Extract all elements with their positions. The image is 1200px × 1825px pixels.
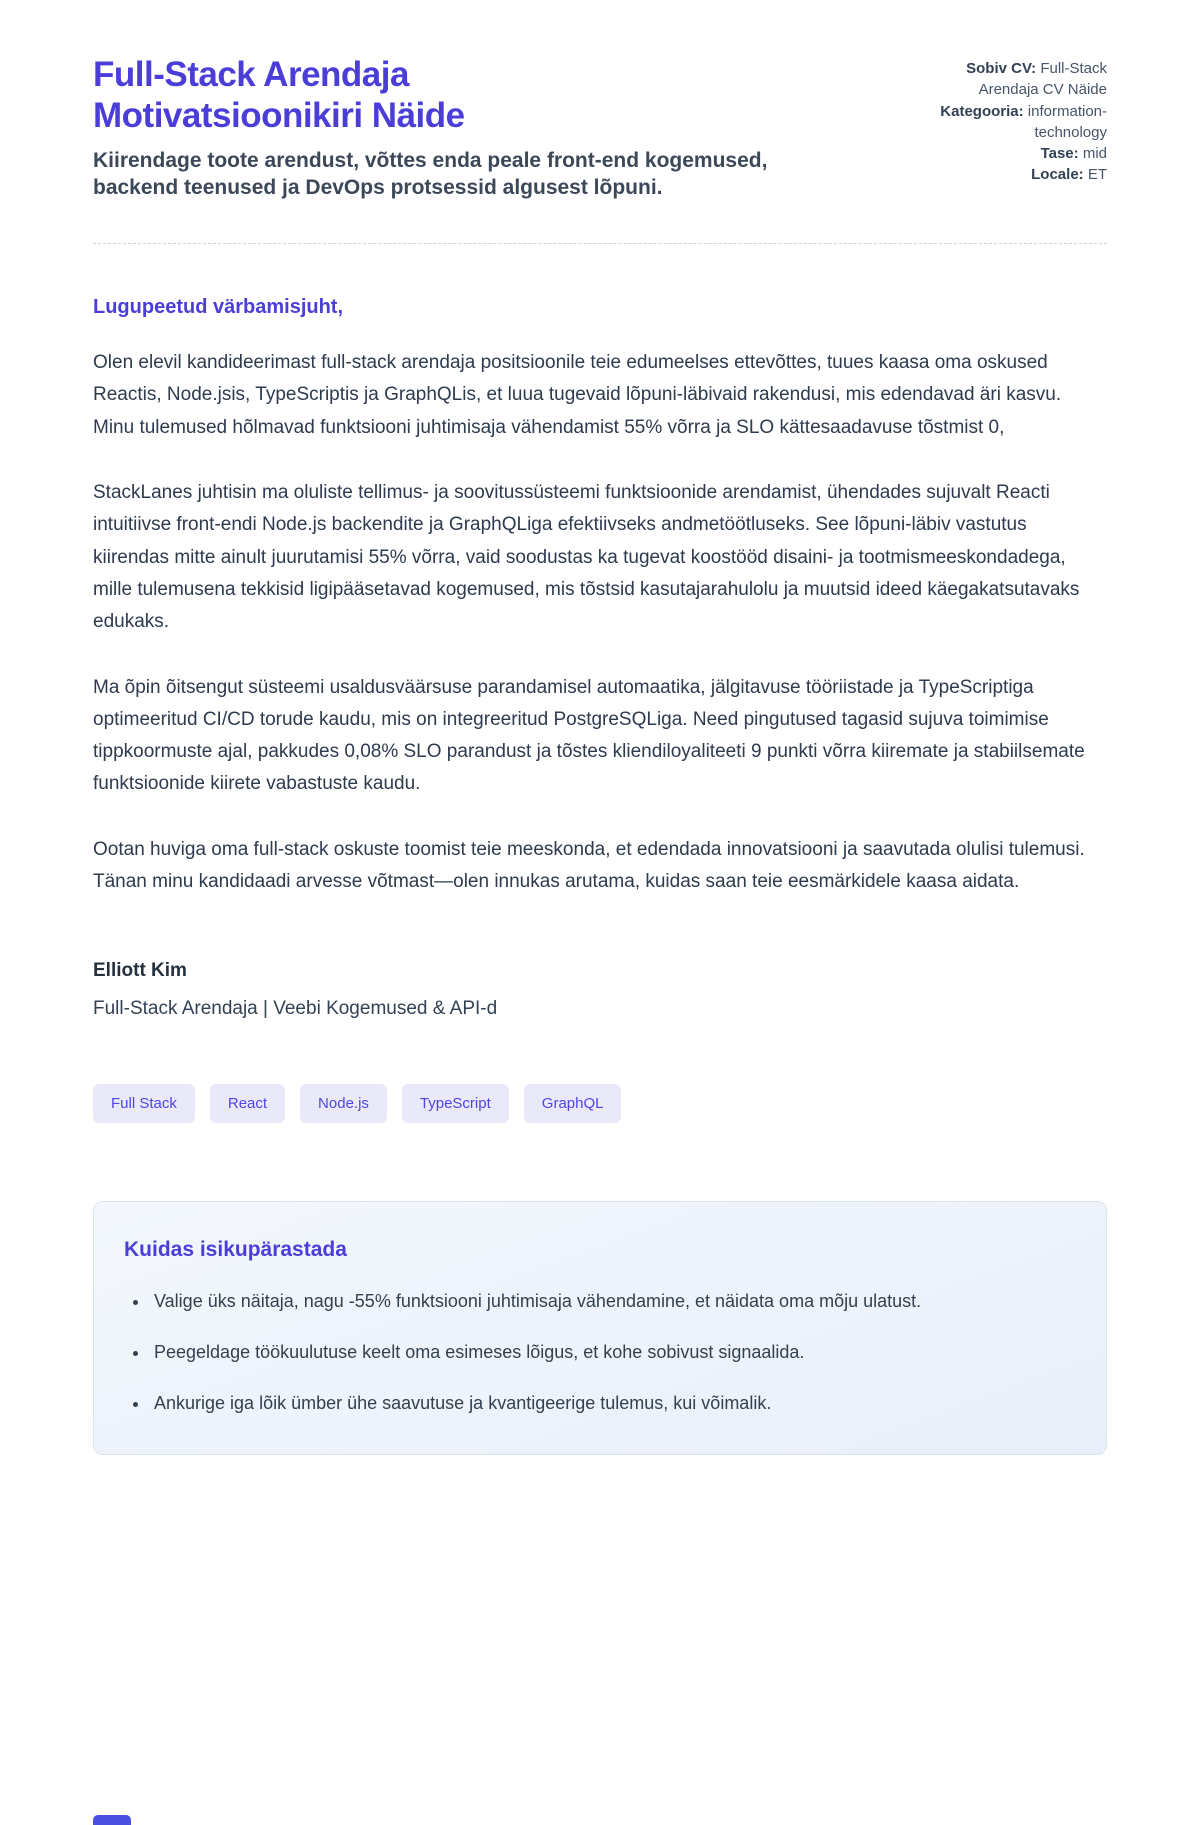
tag-typescript: TypeScript <box>402 1084 509 1123</box>
tag-react: React <box>210 1084 285 1123</box>
meta-locale-value: ET <box>1087 166 1107 184</box>
tag-full-stack: Full Stack <box>93 1084 195 1123</box>
letter-body <box>93 296 1107 1020</box>
letter-greeting: Lugupeetud värbamisjuht, <box>93 296 344 319</box>
meta-matching-cv-label: Sobiv CV: <box>966 60 1037 77</box>
callout-bullet: • Valige üks näitaja, nagu -55% funktsiooni juhtimisaja vähendamine, et näidata oma mõju ulatust. <box>150 1286 1076 1317</box>
tag-graphql: GraphQL <box>524 1084 622 1123</box>
callout-title: Kuidas isikupärastada <box>124 1238 347 1262</box>
letter-paragraph: StackLanes juhtisin ma oluliste tellimus- ja soovitussüsteemi funktsioonide arendamist, ühendades sujuvalt Reacti intuitiivse front-endi Node.js backendite ja GraphQLiga efektiivseks andmetöötluseks. See lõpuni-läbiv vastutus kiirendas mitte ainult juurutamisi 55% võrra, vaid soodustas ka tugevat koostööd disaini- ja tootmismeeskondadega, mille tulemusena tekkisid ligipääsetavad kogemused, mis tõstsid kasutajarahulolu ja muutsid ideed käegakatsutavaks edukaks. <box>93 482 1080 633</box>
signature-role: Full-Stack Arendaja | Veebi Kogemused & API-d <box>93 998 498 1020</box>
header <box>93 54 1107 201</box>
meta-level-value: mid <box>1082 145 1107 163</box>
meta-category-value: information-technology <box>1027 102 1107 141</box>
tag-list <box>93 1084 1107 1123</box>
callout-bullet: • Peegeldage töökuulutuse keelt oma esimeses lõigus, et kohe sobivust signaalida. <box>150 1337 1076 1368</box>
meta-matching-cv <box>922 58 1107 101</box>
callout-bullet: • Ankurige iga lõik ümber ühe saavutuse ja kvantigeerige tulemus, kui võimalik. <box>150 1388 1076 1419</box>
letter-paragraph: Ma õpin õitsengut süsteemi usaldusväärsuse parandamisel automaatika, jälgitavuse tööriistade ja TypeScriptiga optimeeritud CI/CD torude kaudu, mis on integreeritud PostgreSQLiga. Need pingutused tagasid sujuva toimimise tippkoormuste ajal, pakkudes 0,08% SLO parandust ja tõstes kliendiloyaliteeti 9 punkti võrra kiiremate ja stabiilsemate funktsioonide kiirete vabastuste kaudu. <box>93 676 1085 795</box>
letter-paragraph: Olen elevil kandideerimast full-stack arendaja positsioonile teie edumeelses ettevõttes, tuues kaasa oma oskused Reactis, Node.jsis, TypeScriptis ja GraphQLis, et luua tugevaid lõpuni-läbivaid rakendusi, mis edendavad äri kasvu. Minu tulemused hõlmavad funktsiooni juhtimisaja vähendamist 55% võrra ja SLO kättesaadavuse tõstmist 0, <box>93 352 1062 438</box>
signature-block <box>93 960 1107 1020</box>
meta-category-label: Kategooria: <box>940 102 1024 120</box>
signature-name: Elliott Kim <box>93 960 187 982</box>
meta-panel <box>922 54 1107 186</box>
meta-category <box>922 101 1107 144</box>
callout-bullet-list <box>124 1286 1076 1418</box>
header-titles <box>93 54 793 201</box>
page-title: Full-Stack Arendaja Motivatsioonikiri Näide <box>93 55 465 136</box>
letter-paragraph: Ootan huviga oma full-stack oskuste toomist teie meeskonda, et edendada innovatsiooni ja saavutada olulisi tulemusi. Tänan minu kandidaadi arvesse võtmast—olen innukas arutama, kuidas saan teie eesmärkidele kaasa aidata. <box>93 838 1085 893</box>
page-subtitle: Kiirendage toote arendust, võttes enda peale front-end kogemused, backend teenused ja DevOps protsessid algusest lõpuni. <box>93 148 768 199</box>
meta-level <box>922 143 1107 164</box>
meta-locale-label: Locale: <box>1031 166 1084 184</box>
tag-nodejs: Node.js <box>300 1084 387 1123</box>
dashed-divider <box>93 243 1107 244</box>
meta-level-label: Tase: <box>1040 145 1079 163</box>
personalization-callout <box>93 1201 1107 1455</box>
meta-matching-cv-value: Full-Stack Arendaja CV Näide <box>978 60 1107 99</box>
bottom-partial-button[interactable] <box>93 1815 131 1825</box>
meta-locale <box>922 164 1107 185</box>
